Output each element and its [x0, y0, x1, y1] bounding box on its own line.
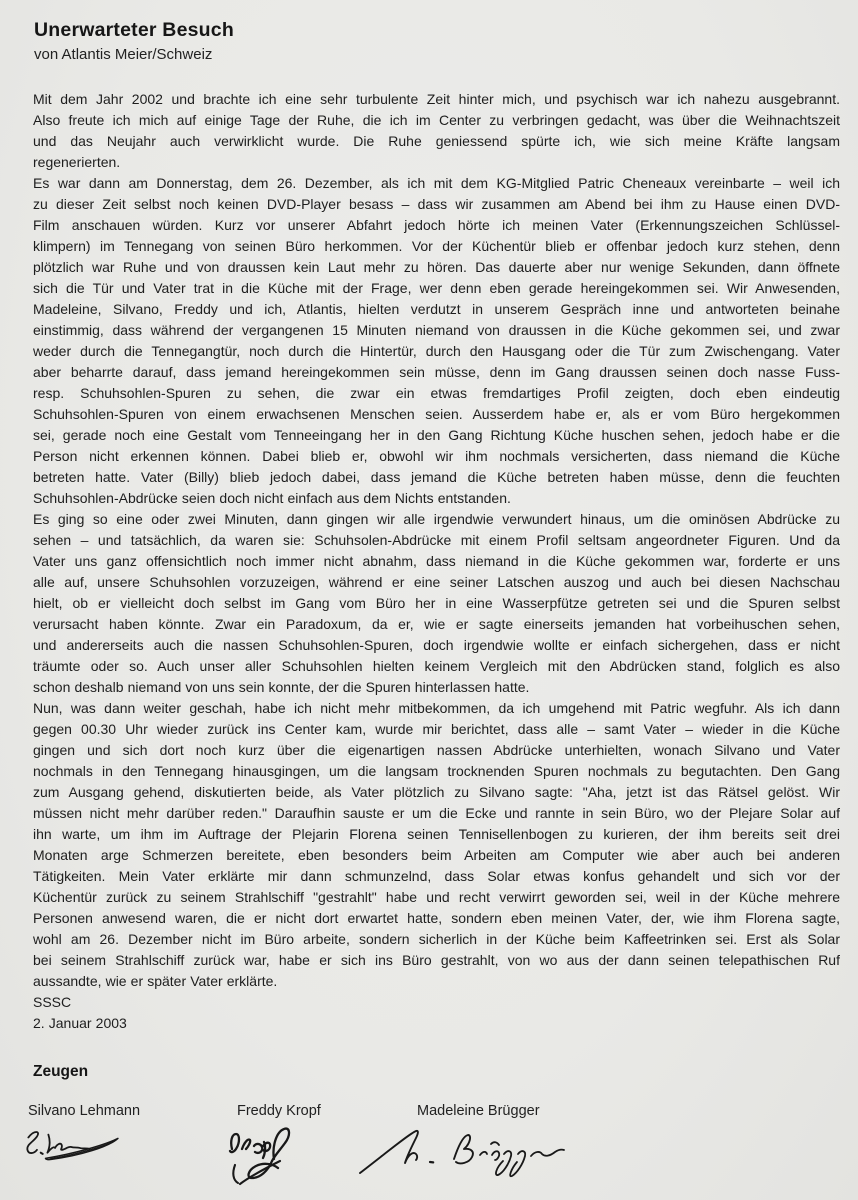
text-line: und andererseits auch die nassen Schuhsohlen-Spuren, doch irgendwie wollte er einfach sichergehen, dass er nicht: [33, 637, 840, 653]
text-line: Mit dem Jahr 2002 und brachte ich eine sehr turbulente Zeit hinter mich, und psychisch war ich nahezu ausgebrannt.: [33, 91, 840, 107]
text-line: weder durch die Tennegangtür, noch durch die Hintertür, durch den Hausgang oder die Tür zum Zwischengang. Vater: [33, 343, 840, 359]
text-line: ihn warte, um ihm im Auftrage der Plejarin Florena seinen Tennisellenbogen zu kurieren, der ihm bereits seit drei: [33, 826, 840, 842]
text-line: schon deshalb niemand von uns sein konnte, der die Spuren hinterlassen hatte.: [33, 679, 530, 695]
witness-name-madeleine: Madeleine Brügger: [417, 1103, 540, 1119]
witness-name-silvano: Silvano Lehmann: [28, 1103, 141, 1119]
text-line: Es war dann am Donnerstag, dem 26. Dezember, als ich mit dem KG-Mitglied Patric Cheneaux vereinbarte – weil ich: [33, 175, 840, 191]
text-line: resp. Schuhsohlen-Spuren zu sehen, die zwar ein etwas fremdartiges Profil zeigten, doch eben eindeutig: [33, 385, 840, 401]
text-line: nochmals in den Tennegang hinausgingen, um die langsam trocknenden Spuren nochmals zu begutachten. Den Gang: [33, 763, 840, 779]
text-line: Personen anwesend waren, die er nicht dort erwartet hatte, sondern eben meinen Vater, der, wie ihm Florena sagte,: [33, 910, 840, 926]
signature-silvano-lehmann-drawing: [16, 1127, 136, 1167]
text-line: Person nicht erkennen können. Dabei blieb er, obwohl wir ihm nochmals versicherten, dass niemand die Küche: [33, 448, 840, 464]
text-line: gingen und sich dort noch kurz über die eigenartigen nassen Abdrücke unterhielten, wonach Silvano und Vater: [33, 742, 840, 758]
text-line: bei seinem Strahlschiff zurück war, habe er sich ins Büro gestrahlt, von wo aus der dann seinen telepathischen Ruf: [33, 952, 840, 968]
text-line: regenerierten.: [33, 154, 121, 170]
text-line: hielt, ob er vielleicht doch selbst im Gang vom Büro her in eine Wasserpfütze getreten sei und die Spuren selbst: [33, 595, 840, 611]
signoff-line: 2. Januar 2003: [33, 1015, 127, 1031]
text-line: Tätigkeiten. Mein Vater erklärte mir dann schmunzelnd, dass Solar etwas konfus gehandelt und sich vor der: [33, 868, 840, 884]
text-line: wohl am 26. Dezember nicht im Büro arbeite, sondern sicherlich in der Küche beim Kaffeetrinken sei. Erst als Solar: [33, 931, 840, 947]
text-line: Küchentür zurück zu seinem Strahlschiff "gestrahlt" habe und recht verwirrt geworden sei, weil in der Küche mehrere: [33, 889, 840, 905]
witnesses-heading: Zeugen: [33, 1063, 89, 1080]
text-line: betreten hatte. Vater (Billy) blieb jedoch dabei, dass jemand die Küche betreten haben müsse, denn die feuchten: [33, 469, 840, 485]
text-line: einstimmig, dass während der vergangenen 15 Minuten niemand von draussen in die Küche gekommen sei, und zwar: [33, 322, 840, 338]
document-title: Unerwarteter Besuch: [34, 19, 234, 41]
text-line: Madeleine, Silvano, Freddy und ich, Atlantis, hielten verdutzt in unserem Gespräch inne und antworteten beinahe: [33, 301, 840, 317]
text-line: und das Neujahr auch verwirklicht wurde. Die Ruhe geniessend spürte ich, wie sich meine Kräfte langsam: [33, 133, 840, 149]
text-line: zum Ausgang gehend, diskutierten beide, als Vater plötzlich zu Silvano sagte: "Aha, jetzt ist das Rätsel gelöst. Wir: [33, 784, 840, 800]
text-line: verursacht haben könnte. Zwar ein Paradoxum, da er, wie er sagte einerseits jemanden hat vorbeihuschen sehen,: [33, 616, 840, 632]
text-line: Monaten arge Schmerzen bereitete, eben besonders beim Arbeiten am Computer wie aber auch bei anderen: [33, 847, 840, 863]
text-line: plötzlich war Ruhe und von draussen kein Laut mehr zu hören. Das dauerte aber nur wenige Sekunden, dann öffnete: [33, 259, 840, 275]
signoff-line: SSSC: [33, 994, 72, 1010]
text-line: müssen nicht mehr darüber reden." Daraufhin sauste er um die Ecke und rannte in sein Büro, wo der Plejare Solar auf: [33, 805, 840, 821]
text-line: Also freute ich mich auf einige Tage der Ruhe, die ich im Center zu verbringen gedacht, was über die Weihnachtszeit: [33, 112, 840, 128]
text-line: aussandte, wie er später Vater erklärte.: [33, 973, 278, 989]
signature-madeleine-bruegger: [356, 1121, 568, 1183]
document-header: [34, 19, 234, 63]
signature-freddy-kropf-drawing: [218, 1123, 310, 1189]
text-line: Film anschauen würden. Kurz vor unserer Abfahrt jedoch hörte ich meinen Vater (Erkennungszeichen Schlüssel-: [33, 217, 840, 233]
text-line: Schuhsohlen-Abdrücke seien doch nicht einfach aus dem Nichts entstanden.: [33, 490, 511, 506]
witness-name-freddy: Freddy Kropf: [237, 1103, 321, 1119]
text-line: alle auf, unsere Schuhsohlen vorzuzeigen, während er eine seiner Latschen auszog und auch bei diesen Nachschau: [33, 574, 840, 590]
text-line: Vater uns ganz offensichtlich noch immer nicht abnahm, dass niemand in die Küche gekommen war, forderte er uns: [33, 553, 840, 569]
document-body: [33, 89, 840, 1034]
text-line: Nun, was dann weiter geschah, habe ich nicht mehr mitbekommen, da ich umgehend mit Patric wegfuhr. Als ich dann: [33, 700, 840, 716]
signature-freddy-kropf: [218, 1123, 310, 1189]
text-line: Schuhsohlen-Spuren von einem erwachsenen Menschen seien. Ausserdem habe er, als er vom Büro hergekommen: [33, 406, 840, 422]
text-line: sehen – und tatsächlich, da waren sie: Schuhsolen-Abdrücke mit einem Profil seltsam angeordneter Figuren. Und da: [33, 532, 840, 548]
text-line: Es ging so eine oder zwei Minuten, dann gingen wir alle irgendwie verwundert hinaus, um die ominösen Abdrücke zu: [33, 511, 840, 527]
text-line: klimpern) im Tennegang von seinen Büro herkommen. Vor der Küchentür blieb er offenbar jedoch kurz stehen, denn: [33, 238, 840, 254]
text-line: sei, gerade noch eine Gestalt vom Tenneeingang her in den Gang Richtung Küche huschen sehen, jedoch habe er die: [33, 427, 840, 443]
text-line: zu dieser Zeit selbst noch keinen DVD-Player besass – dass wir zusammen am Abend bei ihm zu Hause einen DVD-: [33, 196, 840, 212]
signature-madeleine-bruegger-drawing: [356, 1121, 568, 1183]
text-line: sich die Tür und Vater trat in die Küche mit der Frage, wer denn eben gerade hereingekommen sei. Wir Anwesenden,: [33, 280, 840, 296]
text-line: aber beharrte darauf, dass jemand hereingekommen sein müsse, denn im Gang draussen seinen doch nasse Fuss-: [33, 364, 840, 380]
text-line: träumte oder so. Auch unser aller Schuhsohlen hielten keinem Vergleich mit den Abdrücken stand, folglich es also: [33, 658, 840, 674]
text-line: gegen 00.30 Uhr wieder zurück ins Center kam, wurde mir berichtet, dass alle – samt Vater – wieder in die Küche: [33, 721, 840, 737]
signature-silvano-lehmann: [16, 1127, 136, 1167]
witnesses-section: [0, 1063, 858, 1200]
document-byline: von Atlantis Meier/Schweiz: [34, 46, 213, 63]
